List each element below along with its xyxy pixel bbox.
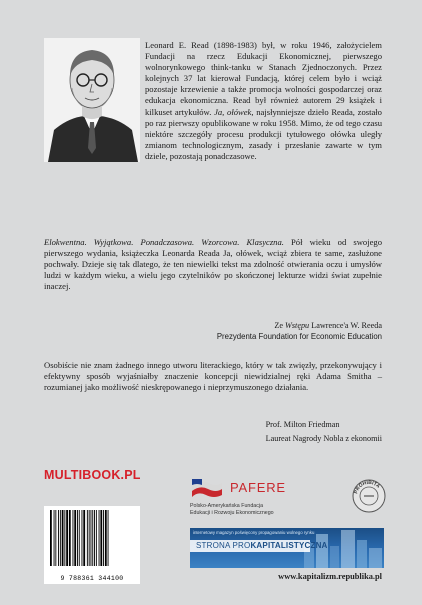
- friedman-name: Prof. Milton Friedman: [265, 420, 340, 429]
- book-title: Ja, ołówek: [214, 106, 252, 117]
- banner-title: STRONA PROKAPITALISTYCZNA: [196, 541, 328, 550]
- website-url: www.kapitalizm.republika.pl: [278, 572, 382, 581]
- pafere-subtitle: Polsko-Amerykańska Fundacja Edukacji i Rozwoju Ekonomicznego: [190, 503, 274, 516]
- isbn-barcode: [44, 506, 140, 584]
- pafere-logo: [190, 477, 330, 523]
- quote-lead: Elokwentna. Wyjątkowa. Ponadczasowa. Wzorcowa. Klasyczna.: [44, 237, 284, 247]
- prohibita-text: PROHIBITA: [353, 479, 381, 495]
- pafere-name: PAFERE: [230, 480, 286, 495]
- banner-tagline: internetowy magazyn poświęcony propagowaniu wolnego rynku: [193, 530, 315, 535]
- prohibita-logo: [351, 478, 387, 514]
- quote-body: Pół wieku od swojego pierwszego wydania, książeczka Leonarda Reada Ja, ołówek, wciąż zbiera te same, zasłużone pochwały. Dzieje się tak dlatego, że ten niewielki tekst ma zdolność otwierania oczu i umysłów ludzi w każdym wieku, a wielu jego czytelników po skończonej lekturze widzi świat zupełnie inaczej.: [44, 237, 382, 292]
- strona-prokapitalistyczna-banner: [190, 528, 384, 568]
- foreword-author-role: Prezydenta Foundation for Economic Education: [216, 332, 382, 341]
- friedman-quote: Osobiście nie znam żadnego innego utworu literackiego, który w tak zwięzły, przekonywujący i efektywny sposób wyjaśniałby znaczenie koncepcji niewidzialnej ręki Adama Smitha – rozumianej jako możliwość nieskrępowanego i nieprzymuszonego działania.: [44, 360, 382, 393]
- friedman-attribution: [266, 418, 382, 446]
- friedman-role: Laureat Nagrody Nobla z ekonomii: [265, 434, 382, 443]
- biography-text: Leonard E. Read (1898-1983) był, w roku 1946, założycielem Fundacji na rzecz Edukacji Ekonomicznej, pierwszego wolnorynkowego think-tanku w Stanach Zjednoczonych. Przez kolejnych 37 lat kierował Fundacją, której celem było i wciąż pozostaje krzewienie a także promocja wolności gospodarczej oraz edukacja ekonomiczna. Read był również autorem 29 książek i kilkuset artykułów. Ja, ołówek, najsłynniejsze dzieło Reada, zostało po raz pierwszy opublikowane w roku 1958. Mimo, że od tego czasu niektóre szczegóły procesu produkcji tytułowego ołówka uległy zmianom technologicznym, zasady i przesłanie zawarte w tym dziele, pozostają ponadczasowe.: [145, 40, 382, 161]
- multibook-logo: MULTIBOOK.PL: [44, 468, 141, 482]
- isbn-number: 9 788361 344100: [60, 575, 124, 582]
- foreword-quote: [44, 237, 382, 292]
- author-biography: [44, 40, 382, 167]
- flag-icon: [190, 477, 224, 499]
- foreword-attribution: Ze Wstępu Lawrence'a W. Reeda Prezydenta Foundation for Economic Education: [216, 321, 382, 341]
